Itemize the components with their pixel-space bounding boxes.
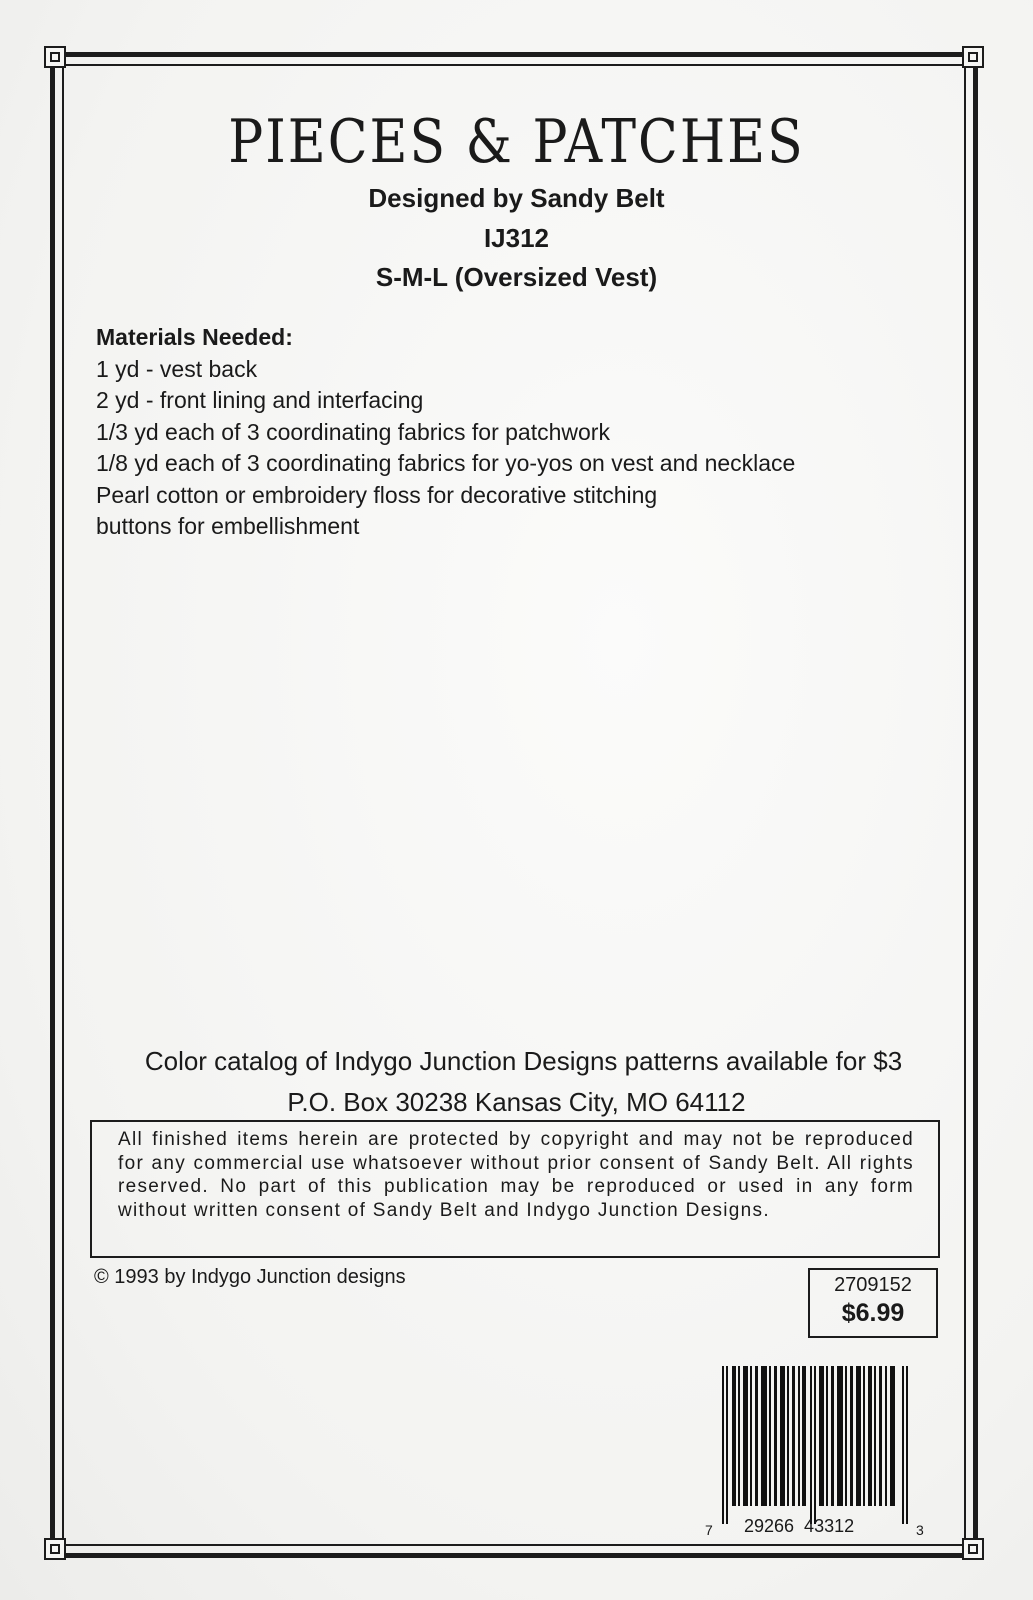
materials-section [96,322,936,543]
barcode-left-digit: 7 [705,1522,713,1538]
list-item: 2 yd - front lining and interfacing [96,387,424,413]
list-item: Pearl cotton or embroidery floss for decorative stitching [96,481,658,508]
list-item: 1 yd - vest back [96,355,258,382]
size-range: S-M-L (Oversized Vest) [375,262,658,292]
price: $6.99 [841,1299,905,1327]
materials-list [96,354,936,543]
pattern-title: PIECES & PATCHES [228,108,805,177]
item-number: 2709152 [834,1274,912,1296]
corner-ornament [962,1538,984,1560]
barcode-right-digit: 3 [916,1522,924,1538]
list-item: 1/8 yd each of 3 coordinating fabrics for yo-yos on vest and necklace [96,450,796,476]
corner-ornament [962,46,984,68]
list-item: 1/3 yd each of 3 coordinating fabrics for patchwork [96,418,610,445]
catalog-offer: Color catalog of Indygo Junction Designs patterns available for $3 [144,1046,903,1076]
materials-heading: Materials Needed: [96,324,293,350]
corner-ornament [44,1538,66,1560]
barcode-digits: 29266 43312 [744,1516,855,1536]
copyright-line: © 1993 by Indygo Junction designs [94,1266,406,1288]
copyright-notice-box [90,1120,940,1258]
pattern-code: IJ312 [483,223,550,253]
price-box [808,1268,938,1338]
designer-credit: Designed by Sandy Belt [368,183,665,213]
corner-ornament [44,46,66,68]
mailing-address: P.O. Box 30238 Kansas City, MO 64112 [287,1087,746,1117]
barcode-icon [722,1366,912,1524]
copyright-notice: All finished items herein are protected by copyright and may not be reproduced for any commercial use whatsoever without prior consent of Sandy Belt. All rights reserved. No part of this publication may be reproduced or used in any form without written consent of Sandy Belt and Indygo Junction Designs. [118,1129,914,1221]
list-item: buttons for embellishment [96,513,360,539]
